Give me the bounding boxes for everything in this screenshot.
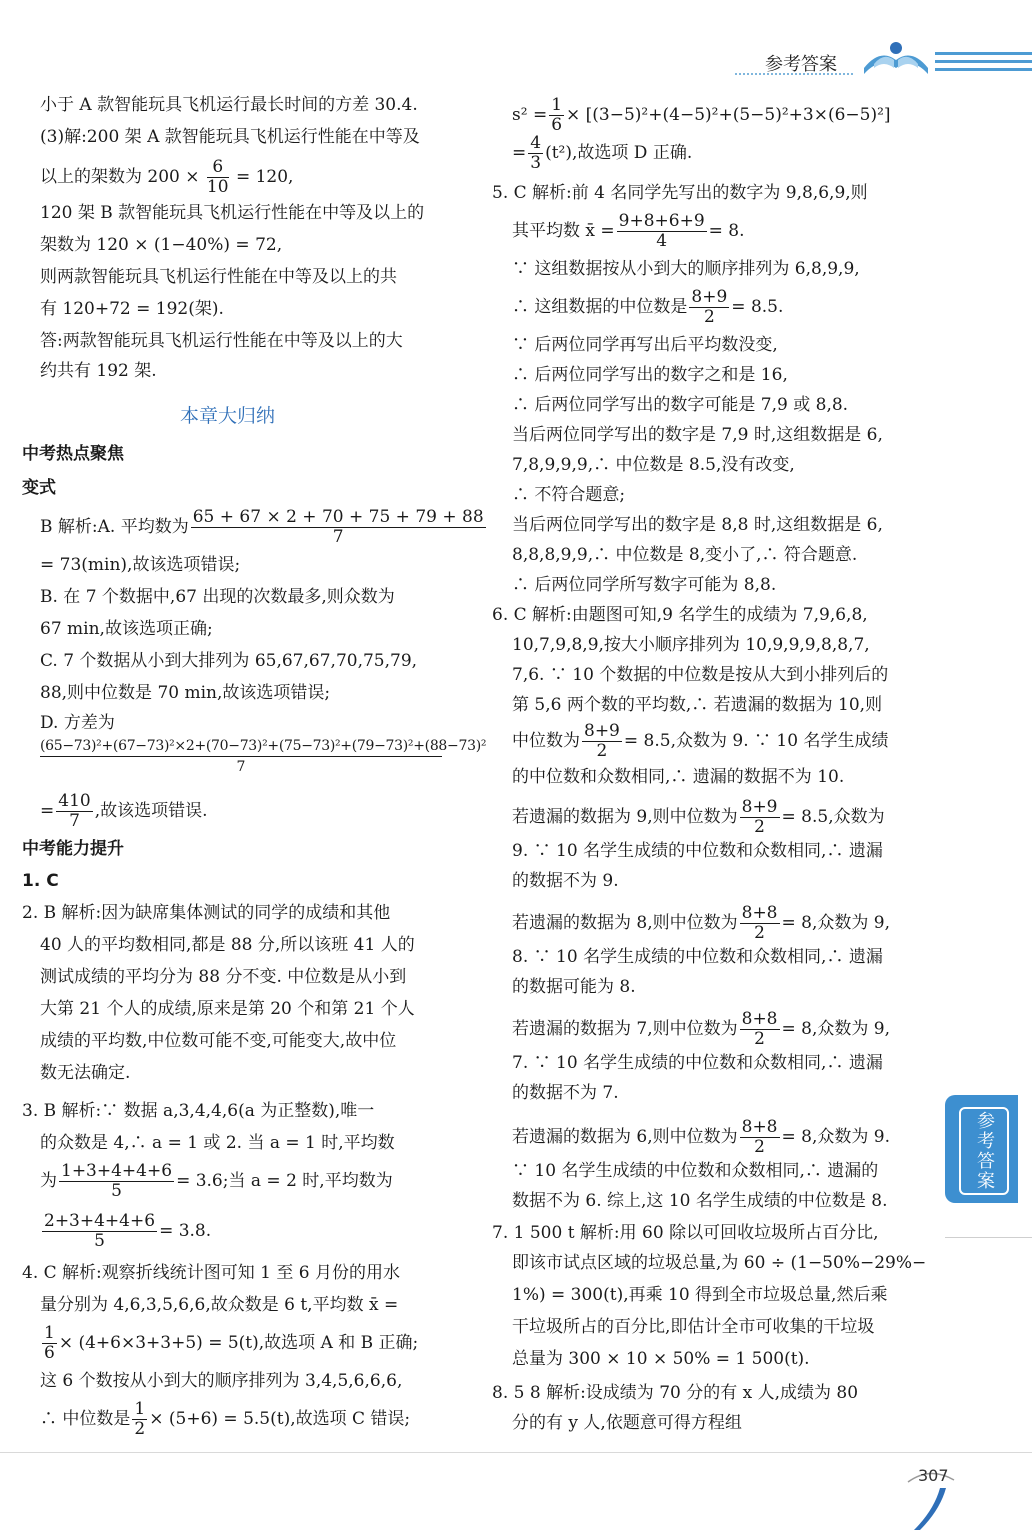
fraction: $\frac{8+9}{2}$ — [691, 287, 728, 327]
text-line: 若遗漏的数据为 6,则中位数为 $\frac{8+8}{2}$ = 8,众数为 9. — [512, 1117, 891, 1157]
section-heading: 变式 — [22, 478, 56, 498]
text-line: ∴ 不符合题意; — [512, 485, 626, 505]
text-line: 若遗漏的数据为 9,则中位数为 $\frac{8+9}{2}$ = 8.5,众数为 — [512, 797, 885, 837]
text-line: $\frac{2+3+4+4+6}{5}$ = 3.8. — [44, 1211, 212, 1251]
text-line: 架数为 120 × (1−40%) = 72, — [40, 235, 283, 255]
answer-item: 1. C — [22, 871, 59, 891]
text-line: 1%) = 300(t),再乘 10 得到全市垃圾总量,然后乘 — [512, 1285, 888, 1305]
text-line: 数无法确定. — [40, 1063, 131, 1083]
text-line: 7. ∵ 10 名学生成绩的中位数和众数相同,∴ 遗漏 — [512, 1053, 883, 1073]
text-line: ∵ 后两位同学再写出后平均数没变, — [512, 335, 778, 355]
footer-divider — [0, 1452, 1032, 1453]
text-line: $\frac{1}{6}$ × (4+6×3+3+5) = 5(t),故选项 A 和 B 正确; — [44, 1323, 419, 1363]
side-tab-label: 参考答案 — [959, 1107, 1009, 1195]
text-line: = $\frac{4}{3}$ (t²),故选项 D 正确. — [512, 133, 693, 173]
fraction: $\frac{8+8}{2}$ — [741, 1009, 778, 1049]
text-line: 测试成绩的平均分为 88 分不变. 中位数是从小到 — [40, 967, 407, 987]
text-line: 小于 A 款智能玩具飞机运行最长时间的方差 30.4. — [40, 95, 418, 115]
text-line: (3)解:200 架 A 款智能玩具飞机运行性能在中等及 — [40, 127, 420, 147]
text-line: 中位数为 $\frac{8+9}{2}$ = 8.5,众数为 9. ∵ 10 名学生成绩 — [512, 721, 889, 761]
text-line: 3. B 解析:∵ 数据 a,3,4,4,6(a 为正整数),唯一 — [22, 1101, 375, 1121]
text-line: 第 5,6 两个数的平均数,∴ 若遗漏的数据为 10,则 — [512, 695, 883, 715]
text-line: ∵ 10 名学生成绩的中位数和众数相同,∴ 遗漏的 — [512, 1161, 879, 1181]
text-line: 成绩的平均数,中位数可能不变,可能变大,故中位 — [40, 1031, 397, 1051]
fraction: $\frac{2+3+4+4+6}{5}$ — [44, 1211, 156, 1251]
text-line: 40 人的平均数相同,都是 88 分,所以该班 41 人的 — [40, 935, 415, 955]
text-line: 7. 1 500 t 解析:用 60 除以可回收垃圾所占百分比, — [492, 1223, 879, 1243]
fraction: $\frac{9+8+6+9}{4}$ — [618, 211, 705, 251]
fraction: $\frac{65 + 67 \times 2 + 70 + 75 + 79 + 88}{7}$ — [192, 507, 484, 547]
text-line: ∴ 这组数据的中位数是 $\frac{8+9}{2}$ = 8.5. — [512, 287, 784, 327]
fraction: $\frac{8+8}{2}$ — [741, 1117, 778, 1157]
fraction: $\frac{1}{2}$ — [134, 1399, 146, 1439]
header-stripes — [935, 52, 1032, 76]
text-line: 9. ∵ 10 名学生成绩的中位数和众数相同,∴ 遗漏 — [512, 841, 883, 861]
text-line: 这 6 个数按从小到大的顺序排列为 3,4,5,6,6,6, — [40, 1371, 403, 1391]
text-line: ∴ 中位数是 $\frac{1}{2}$ × (5+6) = 5.5(t),故选项 C 错误; — [40, 1399, 411, 1439]
text-line: 的数据不为 9. — [512, 871, 619, 891]
text-line: 则两款智能玩具飞机运行性能在中等及以上的共 — [40, 267, 397, 287]
text-line: 当后两位同学写出的数字是 8,8 时,这组数据是 6, — [512, 515, 883, 535]
text-line: 以上的架数为 200 × $\frac{6}{10}$ = 120, — [40, 157, 294, 197]
fraction: $\frac{1}{6}$ — [551, 95, 563, 135]
text-line: 当后两位同学写出的数字是 7,9 时,这组数据是 6, — [512, 425, 883, 445]
section-heading: 中考热点聚焦 — [22, 444, 124, 464]
text-line: 7,6. ∵ 10 个数据的中位数是按从大到小排列后的 — [512, 665, 889, 685]
text-line: 8. 5 8 解析:设成绩为 70 分的有 x 人,成绩为 80 — [492, 1383, 859, 1403]
fraction: $\frac{8+9}{2}$ — [584, 721, 620, 761]
text-line: 4. C 解析:观察折线统计图可知 1 至 6 月份的用水 — [22, 1263, 401, 1283]
fraction: $\frac{6}{10}$ — [206, 157, 229, 197]
text-line: 其平均数 x̄ = $\frac{9+8+6+9}{4}$ = 8. — [512, 211, 745, 251]
fraction: $\frac{1+3+4+4+6}{5}$ — [61, 1161, 173, 1201]
text-line: 67 min,故该选项正确; — [40, 619, 213, 639]
text-line: 7,8,9,9,9,∴ 中位数是 8.5,没有改变, — [512, 455, 795, 475]
header-title: 参考答案 — [765, 54, 837, 75]
side-tab — [945, 1095, 1018, 1203]
text-line: C. 7 个数据从小到大排列为 65,67,67,70,75,79, — [40, 651, 418, 671]
text-line: 8,8,8,9,9,∴ 中位数是 8,变小了,∴ 符合题意. — [512, 545, 858, 565]
text-line: ∴ 后两位同学写出的数字可能是 7,9 或 8,8. — [512, 395, 849, 415]
text-line: 量分别为 4,6,3,5,6,6,故众数是 6 t,平均数 x̄ = — [40, 1295, 399, 1315]
text-line: 干垃圾所占的百分比,即估计全市可收集的干垃圾 — [512, 1317, 875, 1337]
text-line: 的众数是 4,∴ a = 1 或 2. 当 a = 1 时,平均数 — [40, 1133, 395, 1153]
text-line: 答:两款智能玩具飞机运行性能在中等及以上的大 — [40, 331, 403, 351]
text-line: 数据不为 6. 综上,这 10 名学生成绩的中位数是 8. — [512, 1191, 888, 1211]
variance-fraction: $\frac{\text{(65−73)²+(67−73)²×2+(70−73)²+(75−73)²+(79−73)²+(88−73)²}}{7}$ — [40, 738, 487, 775]
fraction: $\frac{1}{6}$ — [44, 1323, 55, 1363]
divider — [945, 1237, 1032, 1238]
text-line: 大第 21 个人的成绩,原来是第 20 个和第 21 个人 — [40, 999, 415, 1019]
text-line: 2. B 解析:因为缺席集体测试的同学的成绩和其他 — [22, 903, 391, 923]
text-line: D. 方差为 — [40, 713, 115, 733]
header-dotted-line — [735, 73, 853, 75]
text-line: 的数据不为 7. — [512, 1083, 619, 1103]
text-line: 分的有 y 人,依题意可得方程组 — [512, 1413, 742, 1433]
text-line: 6. C 解析:由题图可知,9 名学生的成绩为 7,9,6,8, — [492, 605, 868, 625]
text-line: 有 120+72 = 192(架). — [40, 299, 224, 319]
text-line: ∴ 后两位同学写出的数字之和是 16, — [512, 365, 788, 385]
fraction: $\frac{8+8}{2}$ — [741, 903, 778, 943]
text-line: 10,7,9,8,9,按大小顺序排列为 10,9,9,9,8,8,7, — [512, 635, 870, 655]
fraction: $\frac{8+9}{2}$ — [741, 797, 778, 837]
text-line: 为 $\frac{1+3+4+4+6}{5}$ = 3.6;当 a = 2 时,平均数为 — [40, 1161, 393, 1201]
text-line: ∵ 这组数据按从小到大的顺序排列为 6,8,9,9, — [512, 259, 860, 279]
book-icon — [860, 38, 932, 86]
text-line: 120 架 B 款智能玩具飞机运行性能在中等及以上的 — [40, 203, 425, 223]
text-line: 的数据可能为 8. — [512, 977, 636, 997]
text-line: B. 在 7 个数据中,67 出现的次数最多,则众数为 — [40, 587, 395, 607]
text-line: 的中位数和众数相同,∴ 遗漏的数据不为 10. — [512, 767, 845, 787]
text-line: 即该市试点区域的垃圾总量,为 60 ÷ (1−50%−29%− — [512, 1253, 927, 1273]
text-line: ∴ 后两位同学所写数字可能为 8,8. — [512, 575, 777, 595]
text-line: 约共有 192 架. — [40, 361, 157, 381]
page-number: 307 — [918, 1466, 949, 1485]
text-line: 5. C 解析:前 4 名同学先写出的数字为 9,8,6,9,则 — [492, 183, 868, 203]
text-line: s² = $\frac{1}{6}$ × [(3−5)²+(4−5)²+(5−5)²+3×(6−5)²] — [512, 95, 891, 135]
text-line: 若遗漏的数据为 8,则中位数为 $\frac{8+8}{2}$ = 8,众数为 9, — [512, 903, 891, 943]
fraction: $\frac{410}{7}$ — [58, 791, 91, 831]
text-line: 若遗漏的数据为 7,则中位数为 $\frac{8+8}{2}$ = 8,众数为 9, — [512, 1009, 891, 1049]
text-line: = 73(min),故该选项错误; — [40, 555, 241, 575]
text-line: 8. ∵ 10 名学生成绩的中位数和众数相同,∴ 遗漏 — [512, 947, 883, 967]
text-line: 88,则中位数是 70 min,故该选项错误; — [40, 683, 331, 703]
chapter-title: 本章大归纳 — [180, 405, 276, 427]
fraction: $\frac{4}{3}$ — [530, 133, 542, 173]
text-line: 总量为 300 × 10 × 50% = 1 500(t). — [512, 1349, 810, 1369]
text-line: B 解析:A. 平均数为 $\frac{65 + 67 \times 2 + 70 + 75 + 79 + 88}{7}$ — [40, 507, 484, 547]
text-line: = $\frac{410}{7}$ ,故该选项错误. — [40, 791, 208, 831]
section-heading: 中考能力提升 — [22, 839, 124, 859]
